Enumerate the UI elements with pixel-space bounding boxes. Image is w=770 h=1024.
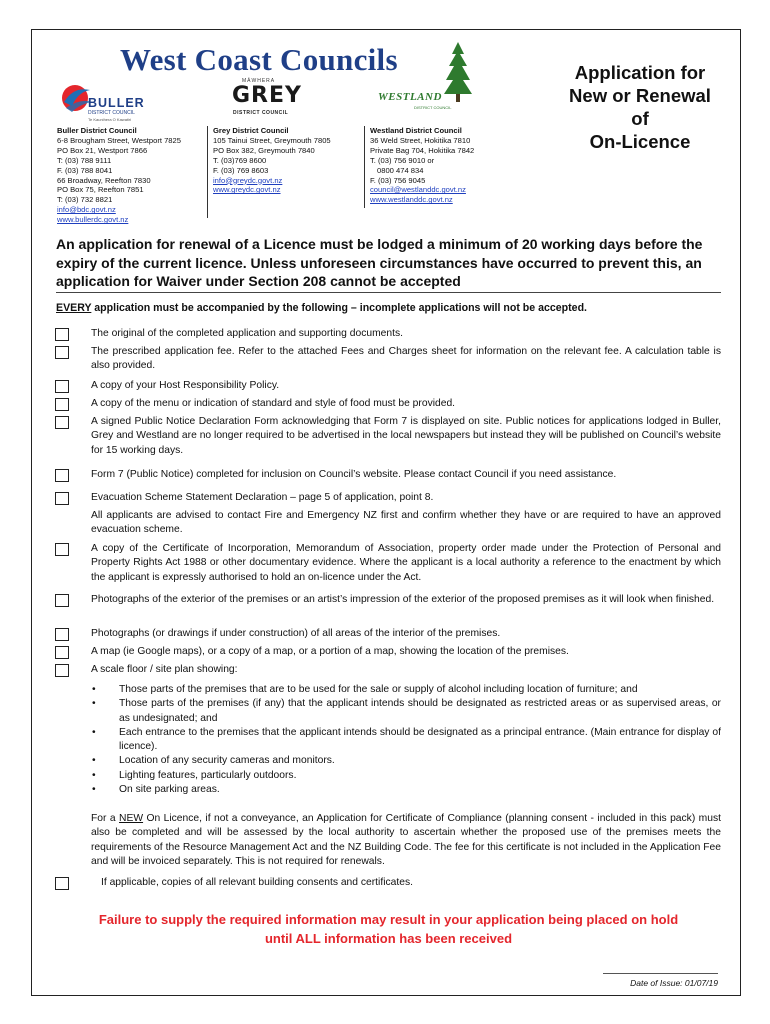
list-item-text: Those parts of the premises (if any) that the applicant intends should be designated as restricted areas or as supervised areas, or as undesignated; and xyxy=(119,698,721,724)
checkbox-original-application[interactable] xyxy=(55,328,69,341)
grey-contact xyxy=(213,126,363,195)
checklist-item: A map (ie Google maps), or a copy of a map, or a portion of a map, showing the location of the premises. xyxy=(91,646,569,657)
buller-phone: T: (03) 788 9111 xyxy=(57,155,112,165)
westland-freephone: 0800 474 834 xyxy=(377,165,424,175)
grey-contact-name: Grey District Council xyxy=(213,126,289,135)
grey-logo-text: GREY xyxy=(232,83,302,108)
date-of-issue: Date of Issue: 01/07/19 xyxy=(630,978,718,988)
checklist-item: Form 7 (Public Notice) completed for inclusion on Council’s website. Please contact Council if you need assistance. xyxy=(91,469,617,480)
buller-logo xyxy=(58,80,153,125)
grey-email-link[interactable]: info@greydc.govt.nz xyxy=(213,175,283,185)
brand-title: West Coast Councils xyxy=(120,42,398,77)
checkbox-certificate-of-incorporation[interactable] xyxy=(55,543,69,556)
requirements-intro xyxy=(56,302,587,314)
checkbox-interior-photographs[interactable] xyxy=(55,628,69,641)
checklist-item-new-licence xyxy=(91,812,721,869)
buller-reefton-address-1: 66 Broadway, Reefton 7830 xyxy=(57,175,151,185)
checklist-item: Evacuation Scheme Statement Declaration – page 5 of application, point 8. xyxy=(91,492,434,503)
westland-contact xyxy=(370,126,520,205)
westland-phone: T. (03) 756 9010 or xyxy=(370,155,435,165)
list-item xyxy=(91,683,721,697)
grey-logo-top: MĀWHERA xyxy=(242,78,276,84)
checkbox-evacuation-scheme[interactable] xyxy=(55,492,69,505)
buller-email-link[interactable]: info@bdc.govt.nz xyxy=(57,205,116,215)
bullet-icon: • xyxy=(92,755,96,767)
checklist-item: The prescribed application fee. Refer to the attached Fees and Charges sheet for information on the relevant fee. A calculation table is also provided. xyxy=(91,346,721,372)
list-item xyxy=(91,754,721,768)
checklist-item: A signed Public Notice Declaration Form acknowledging that Form 7 is displayed on site. Public notices for applications lodged in Buller, Grey and Westland are no longer required to be advertised in the local newspapers but instead they will be published on Council’s website for 15 working days. xyxy=(91,416,721,456)
application-title-line: On-Licence xyxy=(589,131,691,152)
westland-fax: F. (03) 756 9045 xyxy=(370,175,426,185)
bullet-icon: • xyxy=(92,769,96,781)
checkbox-exterior-photographs[interactable] xyxy=(55,594,69,607)
checkbox-application-fee[interactable] xyxy=(55,346,69,359)
list-item-text: Location of any security cameras and monitors. xyxy=(119,755,335,767)
westland-logo-text: WESTLAND xyxy=(378,91,442,103)
divider xyxy=(56,292,721,293)
application-title-line: of xyxy=(631,108,649,129)
westland-address-1: 36 Weld Street, Hokitika 7810 xyxy=(370,135,471,145)
divider xyxy=(603,973,718,974)
checklist-item: Photographs (or drawings if under construction) of all areas of the interior of the premises. xyxy=(91,628,501,639)
checklist-item: A copy of the Certificate of Incorporation, Memorandum of Association, property order made under the Protection of Personal and Property Rights Act 1988 or other documentary evidence. Where the applicant is a local authority a reference to the enactment by which the applicant is expressly authorised to hold an on-licence under the Act. xyxy=(91,543,721,583)
buller-address-1: 6-8 Brougham Street, Westport 7825 xyxy=(57,135,181,145)
list-item xyxy=(91,783,721,797)
checkbox-menu[interactable] xyxy=(55,398,69,411)
buller-contact xyxy=(57,126,207,225)
checkbox-building-consents[interactable] xyxy=(55,877,69,890)
bullet-icon: • xyxy=(92,698,96,710)
grey-website-link[interactable]: www.greydc.govt.nz xyxy=(213,185,281,195)
checklist-item: A copy of your Host Responsibility Policy. xyxy=(91,380,280,391)
grey-address-2: PO Box 382, Greymouth 7840 xyxy=(213,145,315,155)
buller-contact-name: Buller District Council xyxy=(57,126,137,135)
checklist-note: All applicants are advised to contact Fire and Emergency NZ first and confirm whether they have or are required to have an approved evacuation scheme. xyxy=(91,510,721,536)
grey-logo xyxy=(228,78,302,123)
contact-divider xyxy=(207,126,208,218)
grey-fax: F. (03) 769 8603 xyxy=(213,165,269,175)
list-item-text: On site parking areas. xyxy=(119,784,220,796)
new-licence-emphasis: NEW xyxy=(119,813,144,824)
checklist-item: A scale floor / site plan showing: xyxy=(91,664,238,675)
application-title-line: Application for xyxy=(574,62,706,83)
westland-email-link[interactable]: council@westlanddc.govt.nz xyxy=(370,185,466,195)
checklist-item: If applicable, copies of all relevant building consents and certificates. xyxy=(101,877,413,888)
buller-reefton-address-2: PO Box 75, Reefton 7851 xyxy=(57,185,144,195)
new-licence-text: On Licence, if not a conveyance, an Application for Certificate of Compliance (planning consent - included in this pack) must also be completed and will be assessed by the local authority to ascertain whether the proposed use of the premises meets the requirements of the Resource Management Act and the NZ Building Code. The fee for this certificate is not included in the Application Fee and will be invoiced separately. This is not required for renewals. xyxy=(91,813,721,867)
list-item xyxy=(91,769,721,783)
buller-reefton-phone: T: (03) 732 8821 xyxy=(57,195,113,205)
checklist-item: A copy of the menu or indication of standard and style of food must be provided. xyxy=(91,398,456,409)
westland-website-link[interactable]: www.westlanddc.govt.nz xyxy=(370,195,453,205)
checklist-item: The original of the completed application and supporting documents. xyxy=(91,328,403,339)
buller-website-link[interactable]: www.bullerdc.govt.nz xyxy=(57,215,129,225)
westland-logo-sub: DISTRICT COUNCIL xyxy=(414,105,452,110)
bullet-icon: • xyxy=(92,784,96,796)
every-emphasis: EVERY xyxy=(56,302,92,314)
grey-logo-sub: DISTRICT COUNCIL xyxy=(233,110,289,116)
westland-address-2: Private Bag 704, Hokitika 7842 xyxy=(370,145,475,155)
checkbox-form-7[interactable] xyxy=(55,469,69,482)
checkbox-host-responsibility[interactable] xyxy=(55,380,69,393)
westland-contact-name: Westland District Council xyxy=(370,126,462,135)
grey-address-1: 105 Tainui Street, Greymouth 7805 xyxy=(213,135,331,145)
application-title-line: New or Renewal xyxy=(569,85,711,106)
grey-phone: T. (03)769 8600 xyxy=(213,155,267,165)
bullet-icon: • xyxy=(92,726,96,738)
list-item xyxy=(91,697,721,726)
checkbox-public-notice-declaration[interactable] xyxy=(55,416,69,429)
contact-divider xyxy=(364,126,365,208)
checkbox-floor-plan[interactable] xyxy=(55,664,69,677)
bullet-icon: • xyxy=(92,684,96,695)
checklist-item: Photographs of the exterior of the premises or an artist’s impression of the exterior of the proposed premises as it will look when finished. xyxy=(91,594,715,605)
buller-logo-text: BULLER xyxy=(88,96,145,110)
new-licence-prefix: For a xyxy=(91,813,120,824)
list-item-text: Lighting features, particularly outdoors. xyxy=(119,769,297,781)
buller-logo-tag: Te Kaunihera O Kawatiri xyxy=(88,117,132,122)
failure-warning-line: until ALL information has been received xyxy=(264,931,513,946)
failure-warning xyxy=(56,910,721,948)
buller-fax: F. (03) 788 8041 xyxy=(57,165,113,175)
westland-logo xyxy=(374,40,474,120)
buller-logo-sub: DISTRICT COUNCIL xyxy=(88,110,135,116)
list-item-text: Those parts of the premises that are to be used for the sale or supply of alcohol including location of furniture; and xyxy=(119,684,638,695)
floor-plan-requirements xyxy=(91,683,721,797)
checkbox-location-map[interactable] xyxy=(55,646,69,659)
requirements-intro-text: application must be accompanied by the following – incomplete applications will not be accepted. xyxy=(91,302,587,314)
buller-address-2: PO Box 21, Westport 7866 xyxy=(57,145,148,155)
failure-warning-line: Failure to supply the required information may result in your application being placed on hold xyxy=(98,912,679,927)
list-item xyxy=(91,726,721,755)
renewal-warning: An application for renewal of a Licence must be lodged a minimum of 20 working days before the expiry of the current licence. Unless unforeseen circumstances have occurred to prevent this, an application for Waiver under Section 208 cannot be accepted xyxy=(56,236,703,289)
application-title xyxy=(540,61,740,153)
list-item-text: Each entrance to the premises that the applicant intends should be designated as a principal entrance. (Main entrance for display of licence). xyxy=(119,726,721,753)
